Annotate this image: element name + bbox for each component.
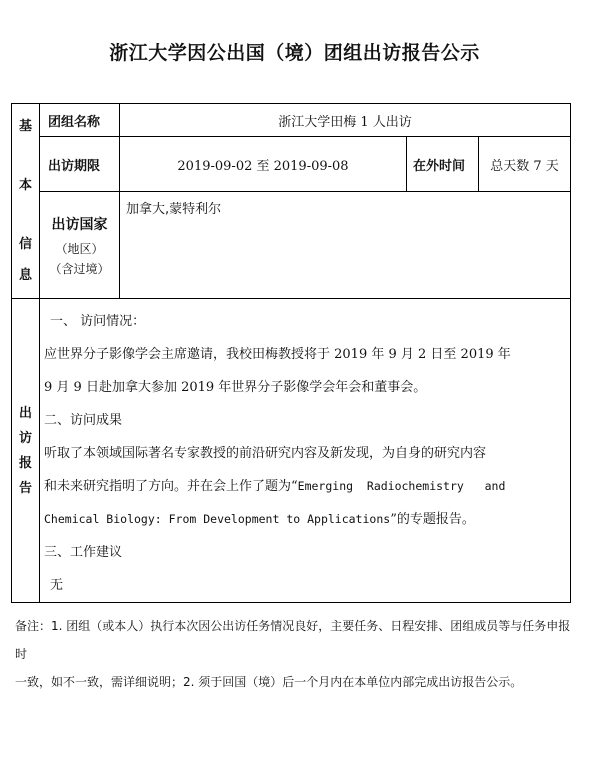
english-title-part1: Emerging Radiochemistry and xyxy=(297,479,506,493)
paragraph-line: 9 月 9 日赴加拿大参加 2019 年世界分子影像学会年会和董事会。 xyxy=(44,380,427,395)
basic-info-side-label xyxy=(12,104,40,299)
side-char: 基 xyxy=(18,119,32,134)
period-value: 2019-09-02 至 2019-09-08 xyxy=(120,137,407,192)
abroad-time-value: 总天数 7 天 xyxy=(479,137,571,192)
country-label-line3: （含过境） xyxy=(49,261,110,276)
report-side-label xyxy=(12,299,40,603)
report-table xyxy=(11,103,571,603)
report-body xyxy=(40,299,571,603)
footnote-line: 备注：1. 团组（或本人）执行本次因公出访任务情况良好，主要任务、日程安排、团组成员等与任务申报时 xyxy=(15,619,571,661)
period-label: 出访期限 xyxy=(40,137,120,192)
country-label-line2: （地区） xyxy=(55,241,104,256)
side-char: 本 xyxy=(18,178,32,193)
paragraph-line: 应世界分子影像学会主席邀请，我校田梅教授将于 2019 年 9 月 2 日至 2019 年 xyxy=(44,347,511,362)
paragraph-line: 听取了本领域国际著名专家教授的前沿研究内容及新发现，为自身的研究内容 xyxy=(44,446,487,461)
group-name-label: 团组名称 xyxy=(40,104,120,137)
paragraph-line: 无 xyxy=(50,578,64,593)
english-title-part2: Chemical Biology: From Development to Applications xyxy=(44,512,391,526)
section-heading: 二、访问成果 xyxy=(44,413,123,428)
paragraph-line xyxy=(44,470,566,503)
page-title: 浙江大学因公出国（境）团组出访报告公示 xyxy=(109,42,480,64)
side-char: 访 xyxy=(18,430,32,446)
footnote xyxy=(15,612,580,696)
footnote-line: 一致，如不一致，需详细说明；2. 须于回国（境）后一个月内在本单位内部完成出访报告公示。 xyxy=(15,675,523,689)
side-char: 出 xyxy=(18,405,32,421)
section-heading: 一、 访问情况： xyxy=(50,314,146,329)
side-char: 信 xyxy=(18,237,32,252)
side-char: 息 xyxy=(18,268,32,283)
side-char: 告 xyxy=(18,480,32,496)
section-heading: 三、工作建议 xyxy=(44,545,123,560)
side-char: 报 xyxy=(18,455,32,471)
country-label xyxy=(40,192,120,299)
group-name-value: 浙江大学田梅 1 人出访 xyxy=(120,104,571,137)
text-span: 和未来研究指明了方向。并在会上作了题为“ xyxy=(44,479,298,494)
paragraph-line xyxy=(44,503,566,536)
text-span: ”的专题报告。 xyxy=(390,512,475,527)
abroad-time-label: 在外时间 xyxy=(407,137,479,192)
country-value: 加拿大,蒙特利尔 xyxy=(120,192,571,299)
country-label-line1: 出访国家 xyxy=(51,216,108,233)
